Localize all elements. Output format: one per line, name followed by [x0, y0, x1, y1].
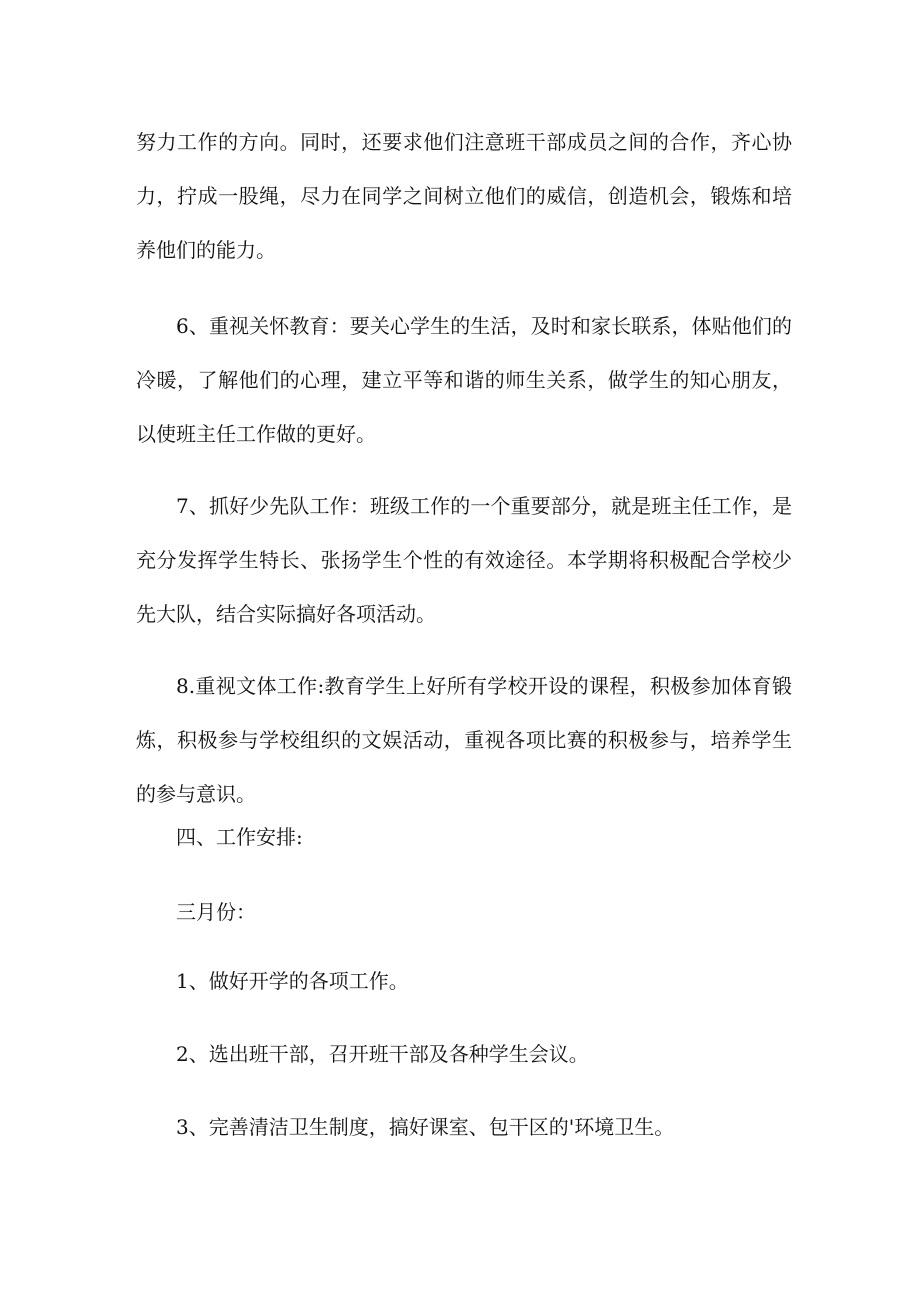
paragraph-culture-sports-work: 8.重视文体工作:教育学生上好所有学校开设的课程，积极参加体育锻炼，积极参与学校组织的文娱活动，重视各项比赛的积极参与，培养学生的参与意识。	[136, 674, 792, 806]
paragraph-young-pioneers-work: 7、抓好少先队工作：班级工作的一个重要部分，就是班主任工作，是充分发挥学生特长、张扬学生个性的有效途径。本学期将积极配合学校少先大队，结合实际搞好各项活动。	[136, 494, 792, 626]
paragraph-class-cadre-cooperation: 努力工作的方向。同时，还要求他们注意班干部成员之间的合作，齐心协力，拧成一股绳，尽力在同学之间树立他们的威信，创造机会，锻炼和培养他们的能力。	[136, 130, 792, 262]
march-item-2: 2、选出班干部，召开班干部及各种学生会议。	[176, 1042, 589, 1066]
march-item-1: 1、做好开学的各项工作。	[176, 969, 409, 993]
section-heading-work-arrangement: 四、工作安排:	[176, 825, 303, 849]
month-heading-march: 三月份：	[176, 900, 256, 924]
march-item-3: 3、完善清洁卫生制度，搞好课室、包干区的'环境卫生。	[176, 1115, 675, 1139]
paragraph-care-education: 6、重视关怀教育：要关心学生的生活，及时和家长联系，体贴他们的冷暖，了解他们的心理，建立平等和谐的师生关系，做学生的知心朋友，以使班主任工作做的更好。	[136, 314, 792, 446]
